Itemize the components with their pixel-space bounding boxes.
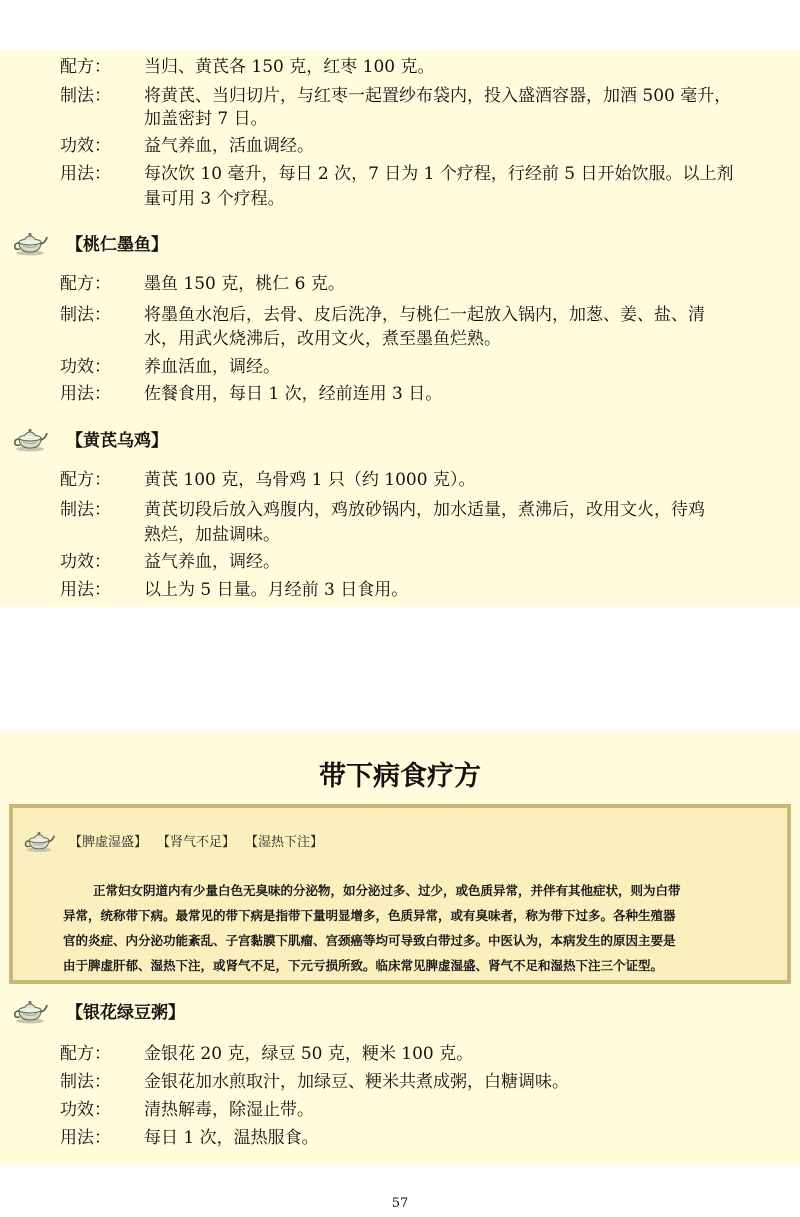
recipe4-formula: 金银花 20 克，绿豆 50 克，粳米 100 克。 xyxy=(144,1044,474,1064)
formula-label: 配方： xyxy=(60,1044,111,1064)
recipe2-heading xyxy=(12,224,168,260)
method-label: 制法： xyxy=(60,500,111,520)
page-number: 57 xyxy=(391,1196,409,1211)
recipe2-method-line2: 水，用武火烧沸后，改用文火，煮至墨鱼烂熟。 xyxy=(144,329,501,349)
description-line: 正常妇女阴道内有少量白色无臭味的分泌物，如分泌过多、过少，或色质异常，并伴有其他症状，则为白带 xyxy=(93,883,681,898)
recipe1-usage-line1: 每次饮 10 毫升，每日 2 次，7 日为 1 个疗程，行经前 5 日开始饮服。以上剂 xyxy=(144,164,734,184)
recipe1-method-line2: 加盖密封 7 日。 xyxy=(144,109,268,129)
syndrome-info-box xyxy=(9,804,791,984)
teapot-icon xyxy=(23,827,55,853)
recipe3-formula: 黄芪 100 克，乌骨鸡 1 只（约 1000 克）。 xyxy=(144,470,476,490)
recipe2-formula: 墨鱼 150 克，桃仁 6 克。 xyxy=(144,274,345,294)
effect-label: 功效： xyxy=(60,1100,111,1120)
description-line: 由于脾虚肝郁、湿热下注，或肾气不足，下元亏损所致。临床常见脾虚湿盛、肾气不足和湿热下注三个证型。 xyxy=(63,958,664,973)
recipe3-method-line2: 熟烂，加盐调味。 xyxy=(144,525,280,545)
recipe3-method-line1: 黄芪切段后放入鸡腹内，鸡放砂锅内，加水适量，煮沸后，改用文火，待鸡 xyxy=(144,500,705,520)
effect-label: 功效： xyxy=(60,357,111,377)
method-label: 制法： xyxy=(60,1072,111,1092)
teapot-icon xyxy=(12,228,48,256)
recipe2-method-line1: 将墨鱼水泡后，去骨、皮后洗净，与桃仁一起放入锅内，加葱、姜、盐、清 xyxy=(144,305,705,325)
recipe2-effect: 养血活血，调经。 xyxy=(144,357,280,377)
recipe1-method-line1: 将黄芪、当归切片，与红枣一起置纱布袋内，投入盛酒容器，加酒 500 毫升， xyxy=(144,86,732,106)
description-line: 异常，统称带下病。最常见的带下病是指带下量明显增多，色质异常，或有臭味者，称为带下过多。各种生殖器 xyxy=(63,908,676,923)
recipe1-usage-line2: 量可用 3 个疗程。 xyxy=(144,189,285,209)
recipe4-effect: 清热解毒，除湿止带。 xyxy=(144,1100,314,1120)
recipe4-usage: 每日 1 次，温热服食。 xyxy=(144,1128,319,1148)
recipe1-formula: 当归、黄芪各 150 克，红枣 100 克。 xyxy=(144,57,435,77)
method-label: 制法： xyxy=(60,305,111,325)
syndrome-tag: 【湿热下注】 xyxy=(245,834,324,850)
teapot-icon xyxy=(12,996,48,1024)
description-line: 官的炎症、内分泌功能紊乱、子宫黏膜下肌瘤、宫颈癌等均可导致白带过多。中医认为，本病发生的原因主要是 xyxy=(63,933,676,948)
formula-label: 配方： xyxy=(60,274,111,294)
recipe4-method: 金银花加水煎取汁，加绿豆、粳米共煮成粥，白糖调味。 xyxy=(144,1072,569,1092)
usage-label: 用法： xyxy=(60,164,111,184)
recipe1-effect: 益气养血，活血调经。 xyxy=(144,136,314,156)
syndrome-tag: 【脾虚湿盛】 xyxy=(69,834,148,850)
usage-label: 用法： xyxy=(60,580,111,600)
effect-label: 功效： xyxy=(60,136,111,156)
method-label: 制法： xyxy=(60,86,111,106)
syndrome-tag: 【肾气不足】 xyxy=(157,834,236,850)
formula-label: 配方： xyxy=(60,57,111,77)
recipe3-effect: 益气养血，调经。 xyxy=(144,552,280,572)
usage-label: 用法： xyxy=(60,384,111,404)
syndrome-tags xyxy=(23,827,333,853)
recipe2-title: 【桃仁墨鱼】 xyxy=(66,234,168,255)
recipe3-heading xyxy=(12,420,168,456)
recipe3-title: 【黄芪乌鸡】 xyxy=(66,430,168,451)
usage-label: 用法： xyxy=(60,1128,111,1148)
teapot-icon xyxy=(12,424,48,452)
recipe4-title: 【银花绿豆粥】 xyxy=(66,1002,185,1023)
recipe2-usage: 佐餐食用，每日 1 次，经前连用 3 日。 xyxy=(144,384,443,404)
section-title: 带下病食疗方 xyxy=(319,761,481,792)
effect-label: 功效： xyxy=(60,552,111,572)
formula-label: 配方： xyxy=(60,470,111,490)
recipe3-usage: 以上为 5 日量。月经前 3 日食用。 xyxy=(144,580,409,600)
recipe4-heading xyxy=(12,992,185,1028)
